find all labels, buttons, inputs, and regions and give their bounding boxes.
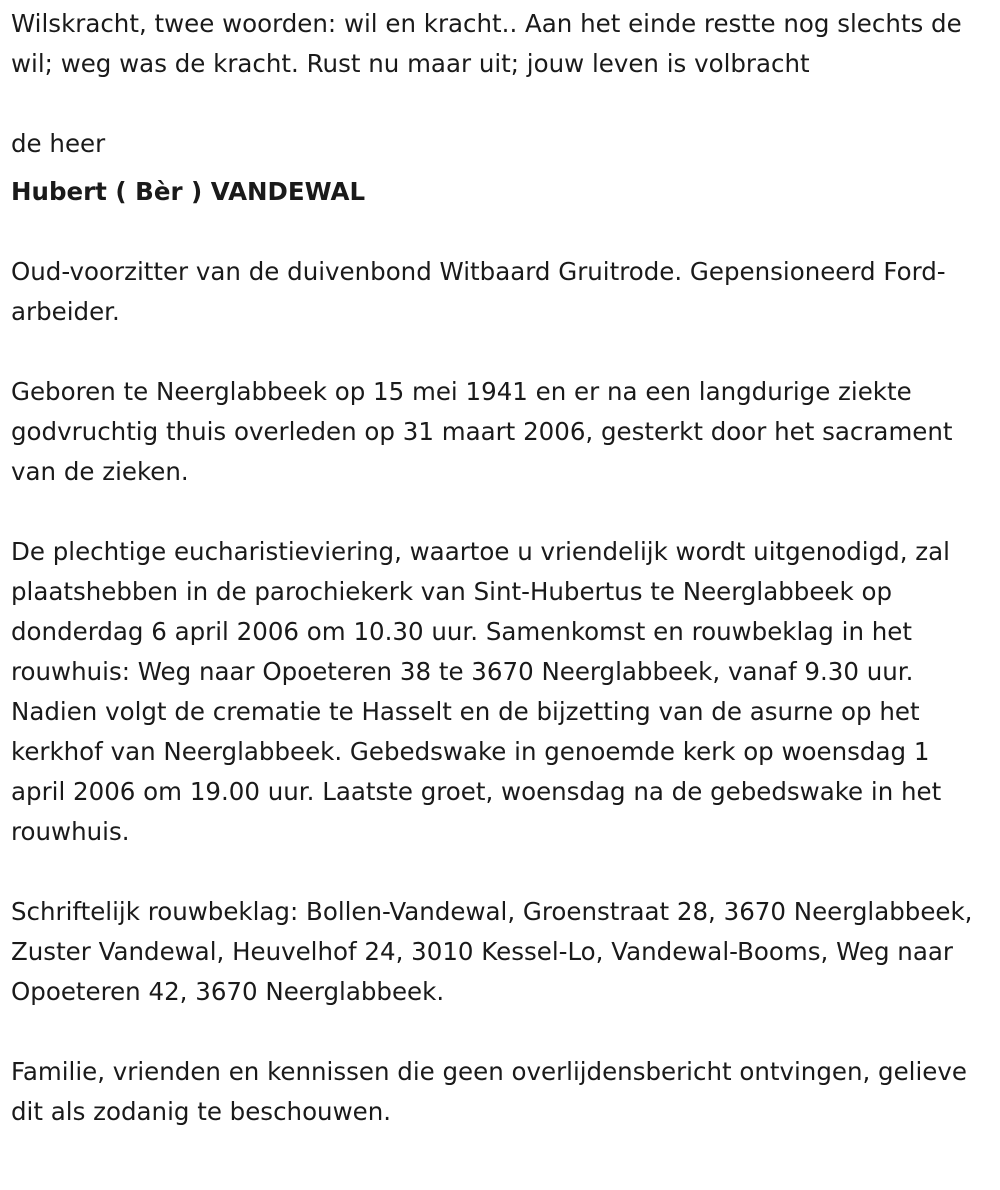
closing-text: Familie, vrienden en kennissen die geen overlijdensbericht ontvingen, gelieve dit als zodanig te beschouwen.: [11, 1057, 967, 1126]
deceased-name: Hubert ( Bèr ) VANDEWAL: [11, 177, 366, 206]
spacer: [11, 84, 991, 124]
motto-text: Wilskracht, twee woorden: wil en kracht.. Aan het einde restte nog slechts de wil; weg was de kracht. Rust nu maar uit; jouw leven is volbracht: [11, 9, 962, 78]
condolences-text: Schriftelijk rouwbeklag: Bollen-Vandewal, Groenstraat 28, 3670 Neerglabbeek, Zuster Vandewal, Heuvelhof 24, 3010 Kessel-Lo, Vandewal-Booms, Weg naar Opoeteren 42, 3670 Neerglabbeek.: [11, 897, 973, 1006]
spacer: [11, 852, 991, 892]
obituary-notice: [11, 4, 991, 1132]
spacer: [11, 212, 991, 252]
spacer: [11, 492, 991, 532]
ceremony-text: De plechtige eucharistieviering, waartoe u vriendelijk wordt uitgenodigd, zal plaatshebben in de parochiekerk van Sint-Hubertus te Neerglabbeek op donderdag 6 april 2006 om 10.30 uur. Samenkomst en rouwbeklag in het rouwhuis: Weg naar Opoeteren 38 te 3670 Neerglabbeek, vanaf 9.30 uur. Nadien volgt de crematie te Hasselt en de bijzetting van de asurne op het kerkhof van Neerglabbeek. Gebedswake in genoemde kerk op woensdag 1 april 2006 om 19.00 uur. Laatste groet, woensdag na de gebedswake in het rouwhuis.: [11, 537, 950, 846]
salutation-text: de heer: [11, 129, 106, 158]
description-text: Oud-voorzitter van de duivenbond Witbaard Gruitrode. Gepensioneerd Ford-arbeider.: [11, 257, 946, 326]
birth-death-text: Geboren te Neerglabbeek op 15 mei 1941 en er na een langdurige ziekte godvruchtig thuis overleden op 31 maart 2006, gesterkt door het sacrament van de zieken.: [11, 377, 953, 486]
spacer: [11, 164, 991, 172]
spacer: [11, 332, 991, 372]
spacer: [11, 1012, 991, 1052]
